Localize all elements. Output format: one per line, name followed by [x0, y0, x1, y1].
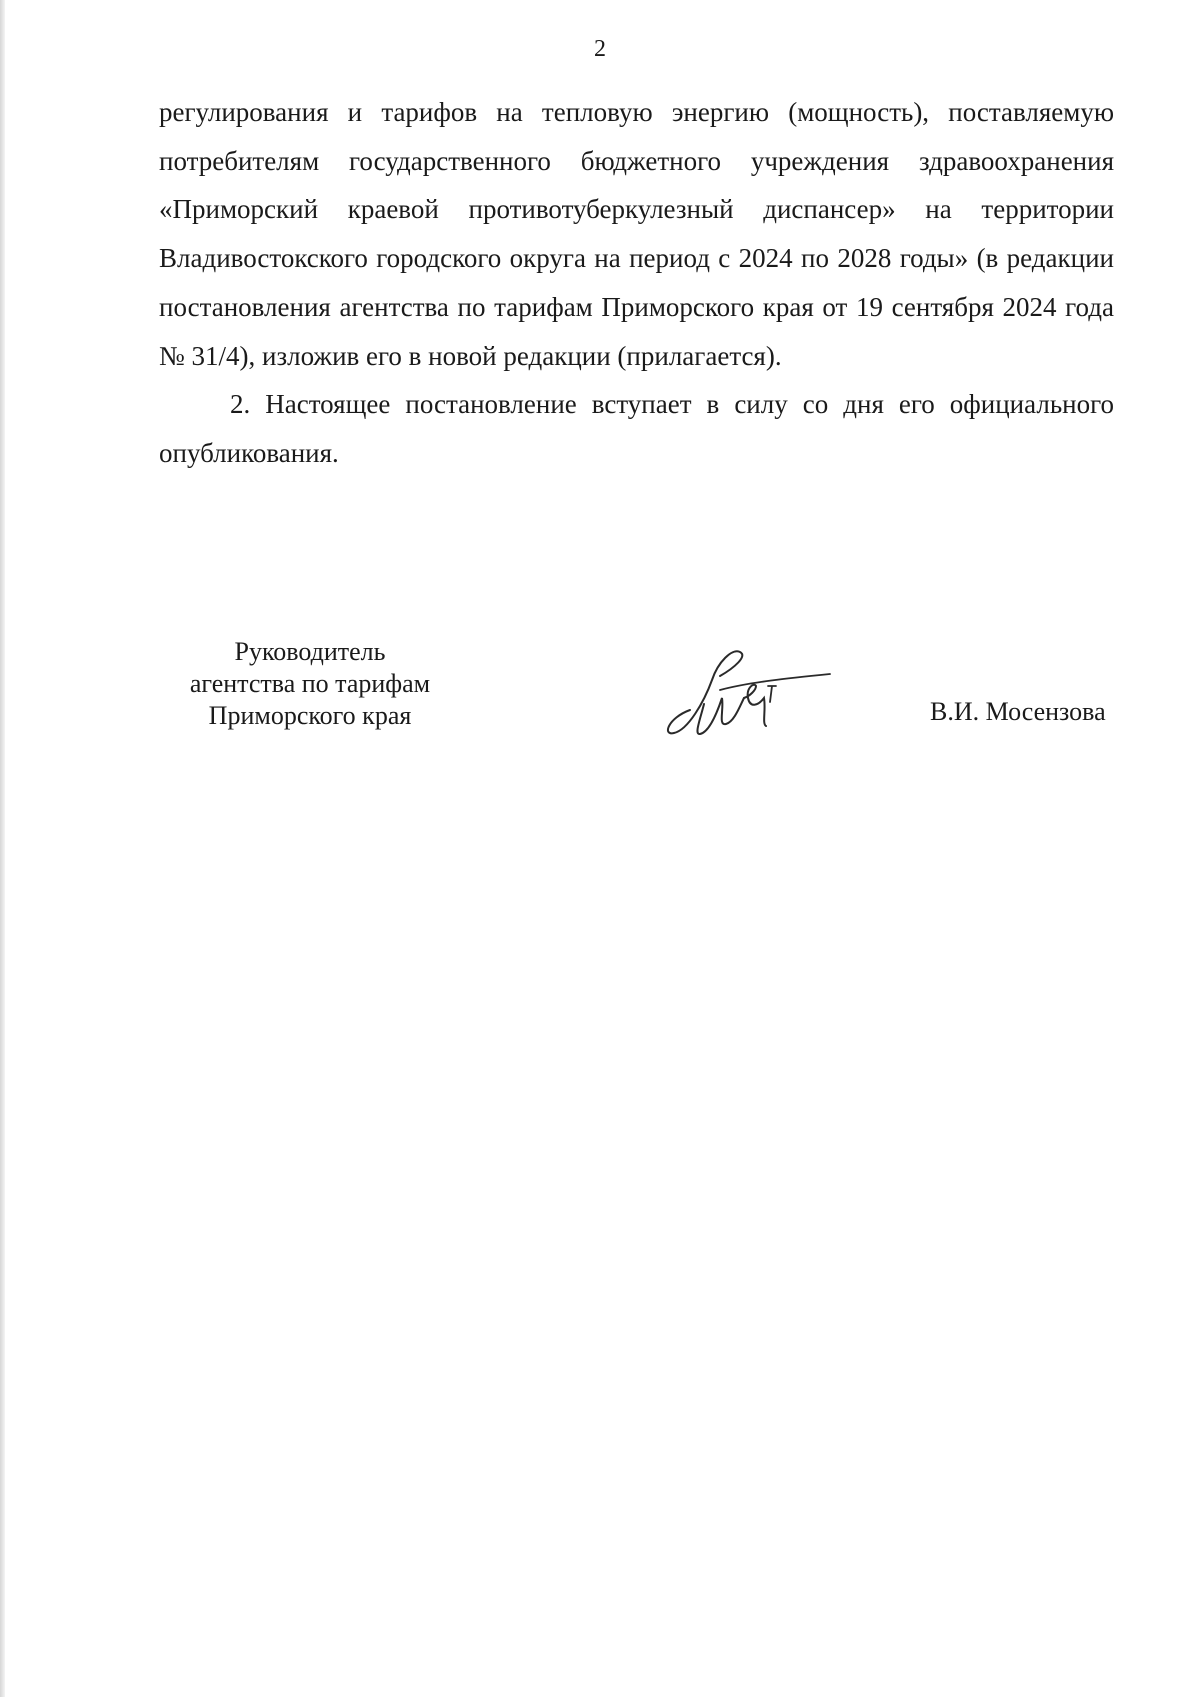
body-paragraph-continuation: регулирования и тарифов на тепловую энергию (мощность), поставляемую потребителям государственного бюджетного учреждения здравоохранения «Приморский краевой противотуберкулезный диспансер» на территории Владивостокского городского округа на период с 2024 по 2028 годы» (в редакции постановления агентства по тарифам Приморского края от 19 сентября 2024 года № 31/4), изложив его в новой редакции (прилагается). — [159, 97, 1114, 371]
signatory-position-line-1: Руководитель — [234, 637, 386, 666]
page-number: 2 — [594, 36, 606, 62]
signatory-position-line-3: Приморского края — [208, 701, 412, 730]
body-paragraph-item-2: 2. Настоящее постановление вступает в силу со дня его официального опубликования. — [159, 389, 1114, 468]
signatory-position-line-2: агентства по тарифам — [189, 669, 431, 698]
handwritten-signature — [660, 640, 835, 740]
signatory-position — [150, 636, 470, 732]
scan-edge-shadow — [0, 0, 5, 1697]
signatory-name: В.И. Мосензова — [930, 697, 1106, 726]
document-body — [159, 88, 1114, 478]
